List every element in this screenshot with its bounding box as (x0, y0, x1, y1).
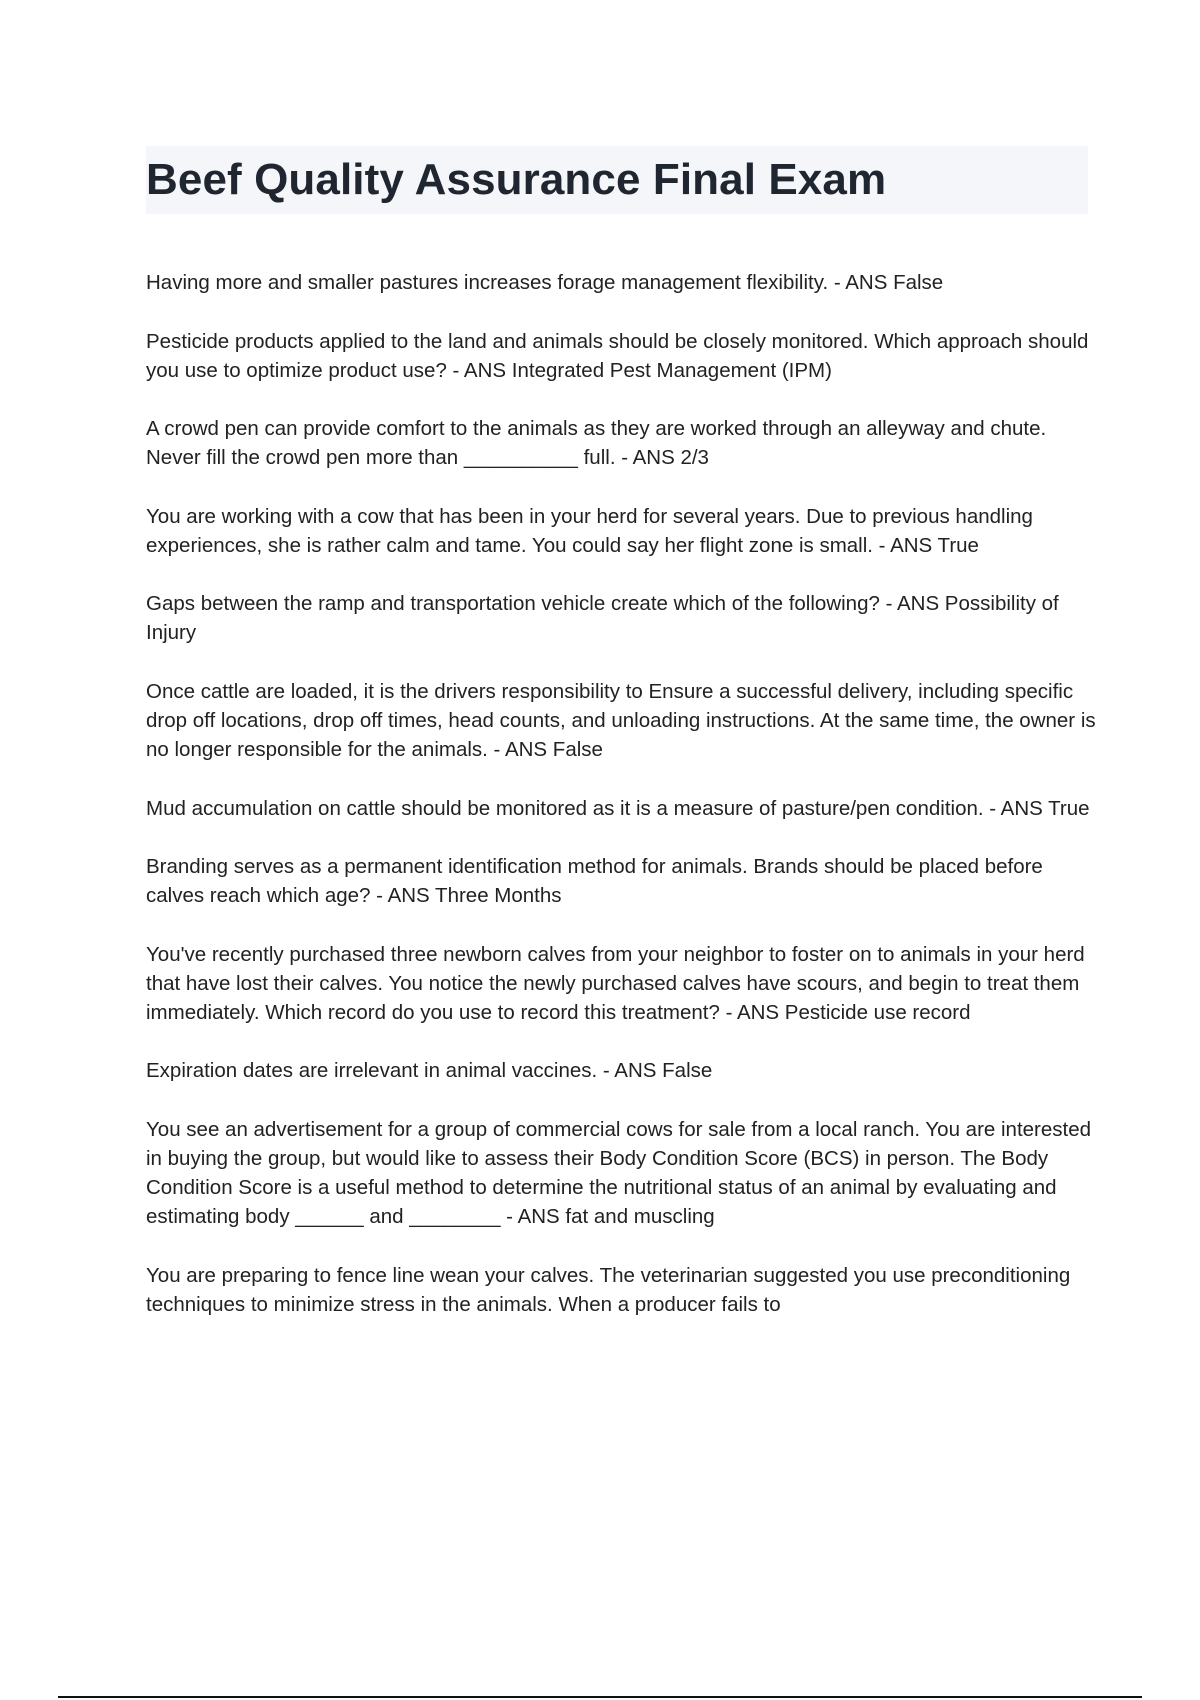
question-answer-8: Branding serves as a permanent identification method for animals. Brands should be placed before calves reach which age? - ANS Three Months (146, 855, 1043, 908)
question-answer-2: Pesticide products applied to the land and animals should be closely monitored. Which approach should you use to optimize product use? - ANS Integrated Pest Management (IPM) (146, 329, 1089, 382)
page-title: Beef Quality Assurance Final Exam (146, 155, 887, 204)
question-answer-1: Having more and smaller pastures increases forage management flexibility. - ANS False (146, 271, 944, 294)
question-answer-9: You've recently purchased three newborn calves from your neighbor to foster on to animals in your herd that have lost their calves. You notice the newly purchased calves have scours, and begin to treat them immediately. Which record do you use to record this treatment? - ANS Pesticide use record (146, 942, 1085, 1024)
question-answer-4: You are working with a cow that has been in your herd for several years. Due to previous handling experiences, she is rather calm and tame. You could say her flight zone is small. - ANS True (146, 504, 1033, 557)
question-answer-10: Expiration dates are irrelevant in animal vaccines. - ANS False (146, 1059, 713, 1083)
question-list (146, 268, 1096, 1348)
question-answer-11: You see an advertisement for a group of commercial cows for sale from a local ranch. You are interested in buying the group, but would like to assess their Body Condition Score (BCS) in person. The Body Condition Score is a useful method to determine the nutritional status of an animal by evaluating and estimating body ______ and ________ - ANS fat and muscling (146, 1117, 1092, 1228)
question-answer-12: You are preparing to fence line wean your calves. The veterinarian suggested you use preconditioning techniques to minimize stress in the animals. When a producer fails to (146, 1263, 1071, 1316)
question-answer-6: Once cattle are loaded, it is the drivers responsibility to Ensure a successful delivery, including specific drop off locations, drop off times, head counts, and unloading instructions. At the same time, the owner is no longer responsible for the animals. - ANS False (146, 679, 1096, 761)
question-answer-5: Gaps between the ramp and transportation vehicle create which of the following? - ANS Possibility of Injury (146, 592, 1059, 645)
question-answer-7: Mud accumulation on cattle should be monitored as it is a measure of pasture/pen condition. - ANS True (146, 796, 1090, 820)
question-answer-3: A crowd pen can provide comfort to the animals as they are worked through an alleyway and chute. Never fill the crowd pen more than __________ full. - ANS 2/3 (146, 417, 1047, 470)
page-bottom-rule (58, 1696, 1142, 1698)
